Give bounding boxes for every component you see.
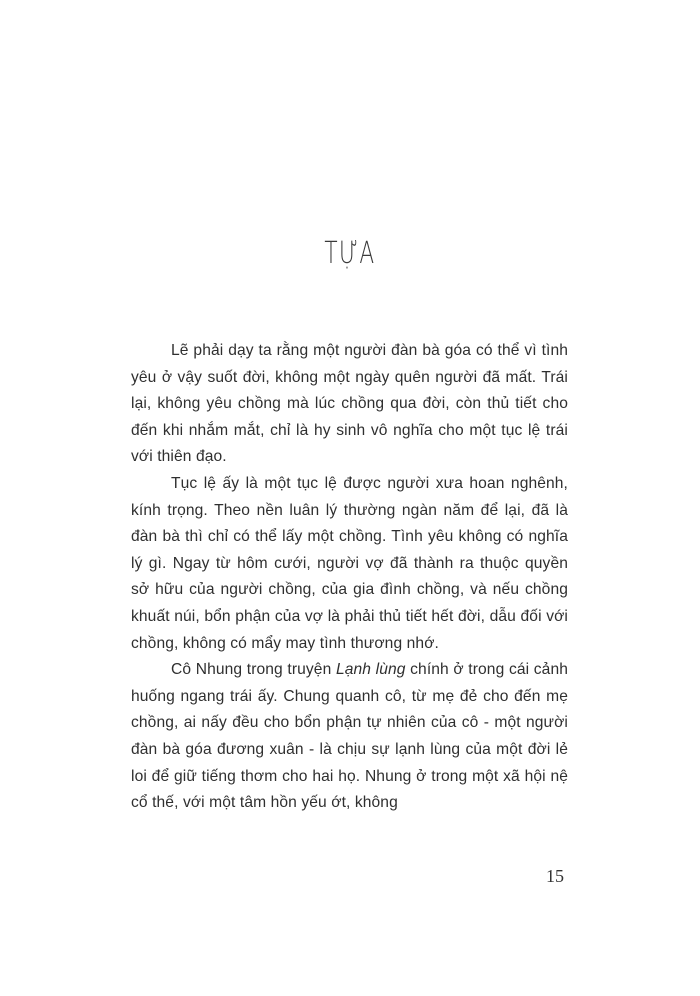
page-title: TỰA (324, 236, 376, 271)
story-title: Lạnh lùng (335, 661, 406, 679)
paragraph-2: Tục lệ ấy là một tục lệ được người xưa hoan nghênh, kính trọng. Theo nền luân lý thường ngàn năm để lại, đã là đàn bà thì chỉ có thể lấy một chồng. Tình yêu không có nghĩa lý gì. Ngay từ hôm cưới, người vợ đã thành ra thuộc quyền sở hữu của người chồng, của gia đình chồng, và nếu chồng khuất núi, bổn phận của vợ là phải thủ tiết hết đời, dẫu đối với chồng, không có mẩy may tình thương nhớ. (131, 474, 568, 652)
page-number: 15 (546, 866, 564, 886)
body-text (131, 338, 568, 817)
paragraph-3-start: Cô Nhung trong truyện (171, 661, 336, 679)
paragraph-3-rest: chính ở trong cái cảnh huống ngang trái ấy. Chung quanh cô, từ mẹ đẻ cho đến mẹ chồng, ai nấy đều cho bổn phận tự nhiên của cô - một người đàn bà góa đương xuân - là chịu sự lạnh lùng của một đời lẻ loi để giữ tiếng thơm cho hai họ. Nhung ở trong một xã hội nệ cổ thế, với một tâm hồn yếu ớt, không (131, 661, 568, 812)
paragraph-3 (131, 657, 568, 817)
paragraph-1: Lẽ phải dạy ta rằng một người đàn bà góa có thể vì tình yêu ở vậy suốt đời, không một ngày quên người đã mất. Trái lại, không yêu chồng mà lúc chồng qua đời, còn thủ tiết cho đến khi nhắm mắt, chỉ là hy sinh vô nghĩa cho một tục lệ trái với thiên đạo. (131, 342, 568, 466)
